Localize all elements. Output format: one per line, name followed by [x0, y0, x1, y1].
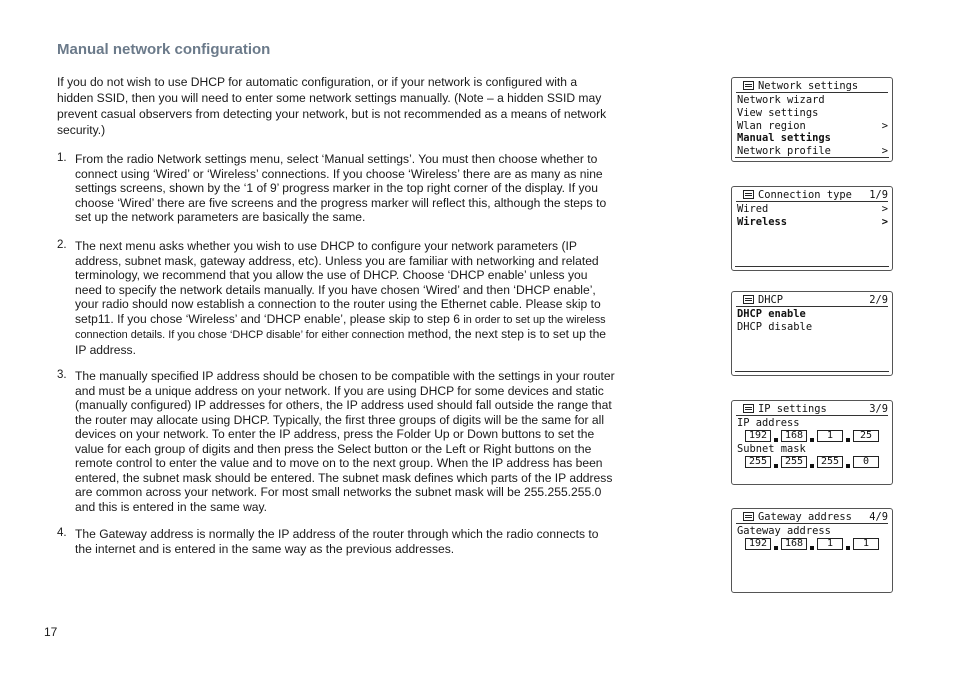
menu-item-wlan-region[interactable]: Wlan region > [737, 119, 888, 132]
connection-type-screen [731, 186, 893, 271]
screen-title: IP settings [758, 402, 827, 415]
menu-list-icon [743, 512, 754, 521]
progress-marker: 2/9 [869, 293, 888, 306]
menu-item-network-profile[interactable]: Network profile > [737, 145, 888, 158]
dhcp-screen [731, 291, 893, 376]
gateway-fields [745, 538, 888, 551]
step-number: 2. [57, 239, 67, 251]
menu-item-wired[interactable]: Wired > [737, 203, 888, 215]
step-3-text: The manually specified IP address should be chosen to be compatible with the settings in your router and must be a unique address on your network. If you are using DHCP for some devices and static (manually configured) IP addresses for others, the IP address used should fall outside the range that the router may allocate using DHCP. Typically, the first three groups of digits will be the same for all devices on your network. To enter the IP address, press the Folder Up or Down buttons to set the value for each group of digits and then press the Select button or the Left or Right buttons on the remote control to enter the value and to move on to the next group. When the IP address has been entered, the subnet mask should be entered. The subnet mask defines which parts of the IP address are common across your network. For most small networks the subnet mask will be 255.255.255.0 and this is entered in the same way. [75, 369, 615, 514]
mask-octet-field[interactable]: 0 [853, 456, 879, 468]
progress-marker: 4/9 [869, 510, 888, 523]
gateway-octet-field[interactable]: 1 [853, 538, 879, 550]
screen-title: DHCP [758, 293, 784, 306]
mask-octet-field[interactable]: 255 [745, 456, 771, 468]
section-heading: Manual network configuration [57, 41, 271, 58]
step-2-small: in order to set up the wireless connection details. If you chose ‘DHCP disable’ for either connection [75, 313, 606, 341]
ip-address-label: IP address [737, 417, 800, 429]
screen-title-bar [736, 293, 888, 307]
menu-item-wireless[interactable]: Wireless > [737, 215, 888, 228]
menu-list-icon [743, 190, 754, 199]
subnet-mask-label: Subnet mask [737, 442, 806, 455]
menu-item-view-settings[interactable]: View settings [737, 106, 819, 119]
step-1-text: From the radio Network settings menu, select ‘Manual settings’. You must then choose whether to connect using ‘Wired’ or ‘Wireless’ connections. If you choose ‘Wireless’ there are as many as nine settings screens, shown by the ‘1 of 9’ progress marker in the top right corner of the display. If you choose ‘Wired’ there are five screens and the progress marker will reflect this, although the steps to set up the network parameters are basically the same. [75, 152, 607, 224]
ip-octet-field[interactable]: 168 [781, 430, 807, 442]
screen-title-bar [736, 79, 888, 93]
progress-marker: 3/9 [869, 402, 888, 415]
step-number: 1. [57, 152, 67, 164]
gateway-octet-field[interactable]: 168 [781, 538, 807, 550]
screen-title: Network settings [758, 79, 859, 92]
screen-title-bar [736, 188, 888, 202]
gateway-label: Gateway address [737, 525, 831, 537]
ip-octet-field[interactable]: 25 [853, 430, 879, 442]
menu-list-icon [743, 404, 754, 413]
progress-marker: 1/9 [869, 188, 888, 201]
screen-title-bar [736, 402, 888, 416]
ip-octet-field[interactable]: 1 [817, 430, 843, 442]
screen-title: Connection type [758, 188, 852, 201]
gateway-octet-field[interactable]: 1 [817, 538, 843, 550]
ip-octet-field[interactable]: 192 [745, 430, 771, 442]
step-2-end: method, the next step is to set up the IP address. [75, 327, 607, 357]
screen-title: Gateway address [758, 510, 852, 523]
network-settings-screen [731, 77, 893, 162]
menu-list-icon [743, 81, 754, 90]
intro-paragraph: If you do not wish to use DHCP for automatic configuration, or if your network is configured with a hidden SSID, then you will need to enter some network settings manually. (Note – a hidden SSID may prevent casual observers from detecting your network, but is not recommended as a means of network security.) [57, 75, 607, 137]
menu-list-icon [743, 295, 754, 304]
subnet-mask-fields [745, 456, 888, 469]
mask-octet-field[interactable]: 255 [781, 456, 807, 468]
step-2-main: The next menu asks whether you wish to use DHCP to configure your network parameters (IP address, subnet mask, gateway address, etc). Unless you are familiar with networking and related terminology, we recommend that you allow the use of DHCP. Choose ‘DHCP enable’ unless you need to specify the network details manually. If you have chosen ‘Wired’ and then ‘DHCP enable’, your radio should now establish a connection to the router using the Ethernet cable. Please skip to setp11. If you chose ‘Wireless’ and ‘DHCP enable’, please skip to step 6 [75, 239, 601, 326]
screen-bottom-line [735, 371, 889, 372]
step-4-text: The Gateway address is normally the IP address of the router through which the radio connects to the internet and is entered in the same way as the previous addresses. [75, 527, 599, 556]
step-2-text [75, 239, 615, 357]
ip-settings-screen [731, 400, 893, 485]
screen-title-bar [736, 510, 888, 524]
menu-item-network-wizard[interactable]: Network wizard [737, 94, 825, 106]
menu-item-manual-settings[interactable]: Manual settings [737, 132, 831, 145]
screen-bottom-line [735, 266, 889, 267]
gateway-octet-field[interactable]: 192 [745, 538, 771, 550]
menu-item-dhcp-disable[interactable]: DHCP disable [737, 320, 813, 333]
step-number: 3. [57, 369, 67, 381]
step-number: 4. [57, 527, 67, 539]
ip-address-fields [745, 430, 888, 443]
gateway-address-screen [731, 508, 893, 593]
mask-octet-field[interactable]: 255 [817, 456, 843, 468]
page-number: 17 [44, 625, 58, 639]
menu-item-dhcp-enable[interactable]: DHCP enable [737, 308, 806, 320]
screen-bottom-line [735, 157, 889, 158]
